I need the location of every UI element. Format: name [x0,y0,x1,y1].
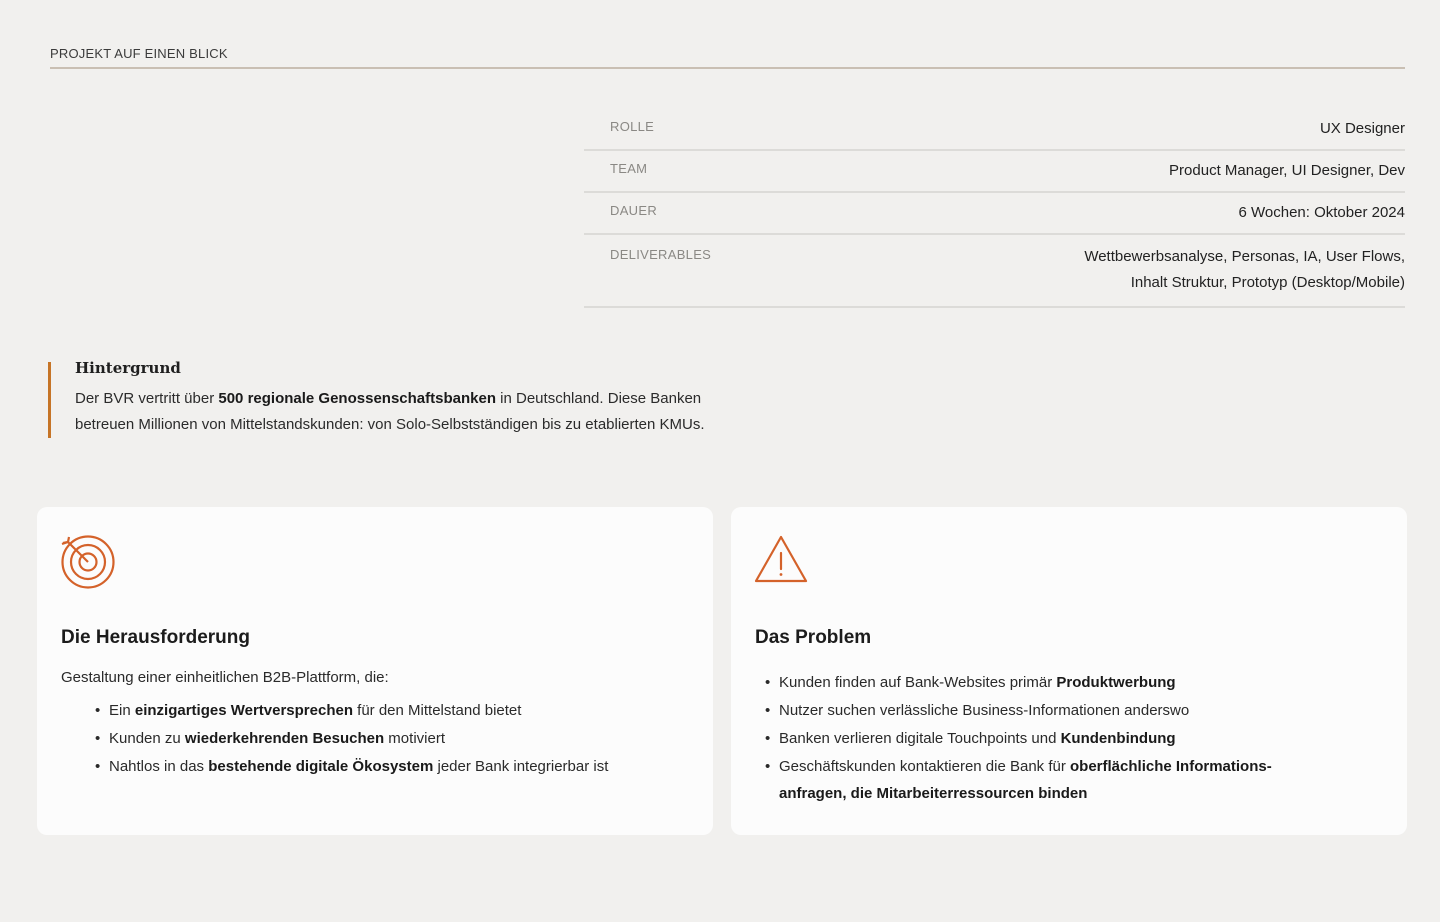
section-label: PROJEKT AUF EINEN BLICK [50,46,228,61]
problem-list [779,669,1379,808]
warning-icon [753,533,809,590]
overview-value-line: Inhalt Struktur, Prototyp (Desktop/Mobile) [1130,274,1405,291]
overview-row-duration [584,193,1405,235]
list-item: • Kunden zu wiederkehrenden Besuchen motiviert [109,725,608,753]
list-item: • Kunden finden auf Bank-Websites primär Produktwerbung [779,669,1379,696]
challenge-intro: Gestaltung einer einheitlichen B2B-Plattform, die: [61,669,389,686]
overview-value-line: Product Manager, UI Designer, Dev [1169,162,1405,179]
overview-value [1084,244,1405,296]
overview-row-team [584,151,1405,193]
section-divider [50,67,1405,69]
background-text-part: betreuen Millionen von Mittelstandskunden: von Solo-Selbstständigen bis zu etablierten KMUs. [75,416,705,433]
challenge-list [109,697,608,781]
overview-key: ROLLE [610,119,655,134]
target-icon [59,533,117,596]
background-text-part: in Deutschland. Diese Banken [496,390,702,407]
background-callout [48,359,808,438]
overview-value [1169,158,1405,184]
list-item: • Ein einzigartiges Wertversprechen für den Mittelstand bietet [109,697,608,725]
overview-value-line: UX Designer [1319,120,1405,137]
overview-key: DELIVERABLES [610,247,712,262]
overview-row-deliverables [584,235,1405,308]
problem-card [731,507,1407,835]
challenge-title: Die Herausforderung [61,627,250,648]
background-text-highlight: 500 regionale Genossenschaftsbanken [218,390,496,407]
overview-key: DAUER [610,203,658,218]
overview-value [1239,200,1406,226]
list-item: • Nahtlos in das bestehende digitale Ökosystem jeder Bank integrierbar ist [109,753,608,781]
overview-row-role [584,108,1405,151]
background-title: Hintergrund [75,359,181,377]
overview-value-line: 6 Wochen: Oktober 2024 [1238,204,1405,221]
overview-key: TEAM [610,161,648,176]
challenge-card [37,507,713,835]
problem-title: Das Problem [755,627,872,648]
overview-value [1320,116,1405,142]
background-text-part: Der BVR vertritt über [75,390,219,407]
list-item: • Nutzer suchen verlässliche Business-Informationen anderswo [779,697,1379,724]
list-item: • Geschäftskunden kontaktieren die Bank für oberflächliche Informations- anfragen, die Mitarbeiterressourcen binden [779,753,1379,807]
project-overview-table [584,108,1405,308]
background-text [75,386,808,438]
list-item: • Banken verlieren digitale Touchpoints und Kundenbindung [779,725,1379,752]
overview-value-line: Wettbewerbsanalyse, Personas, IA, User Flows, [1084,248,1405,265]
